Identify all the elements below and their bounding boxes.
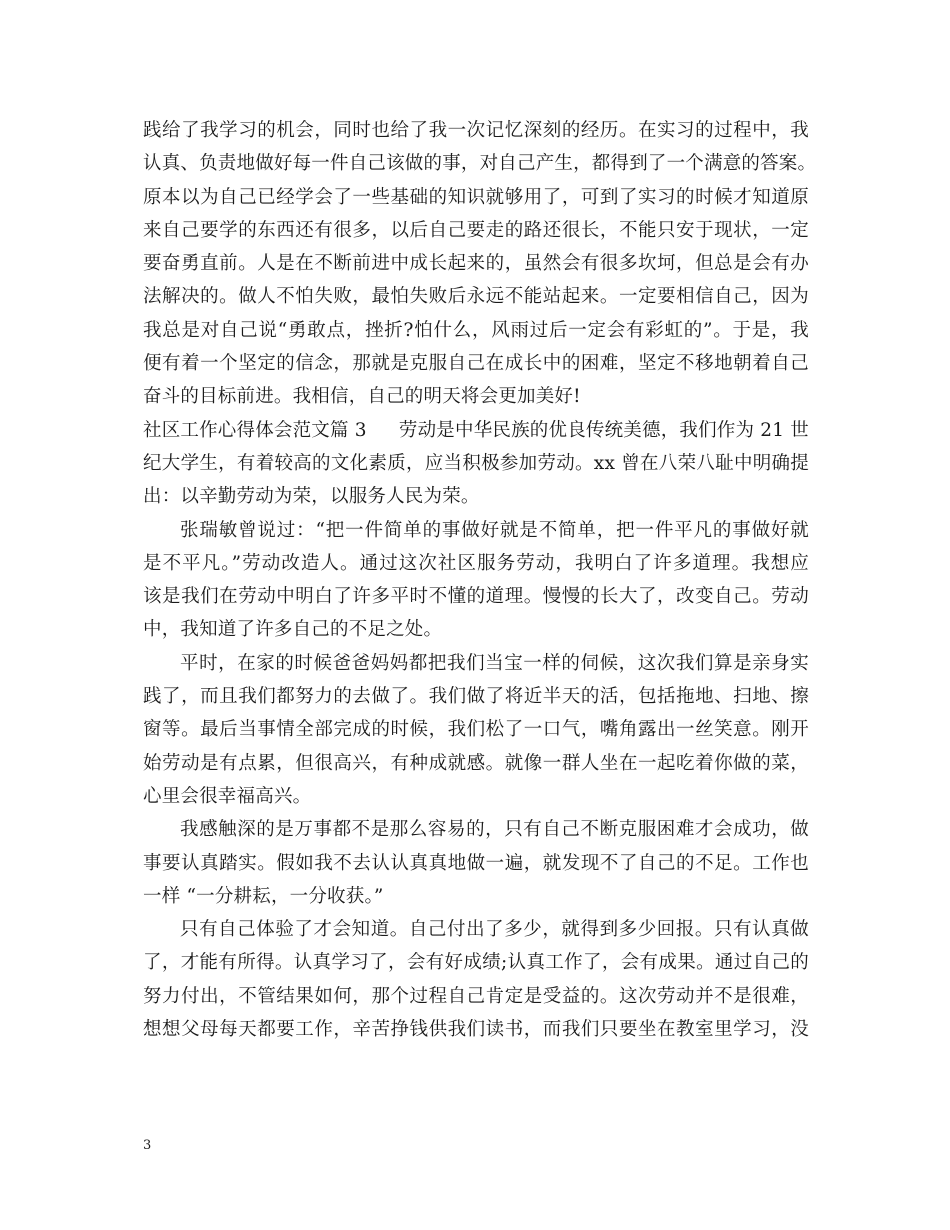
section-title: 社区工作心得体会范文篇 3	[143, 419, 367, 441]
text-line: 纪大学生，有着较高的文化素质，应当积极参加劳动。xx 曾在八荣八耻中明确提	[143, 452, 809, 474]
text-line: 法解决的。做人不怕失败，最怕失败后永远不能站起来。一定要相信自己，因为	[143, 286, 809, 308]
text-line: 始劳动是有点累，但很高兴，有种成就感。就像一群人坐在一起吃着你做的菜，	[143, 752, 809, 774]
text-line: 中，我知道了许多自己的不足之处。	[143, 619, 443, 641]
text-line: 我感触深的是万事都不是那么容易的，只有自己不断克服困难才会成功，做	[180, 819, 809, 841]
text-line: 践了，而且我们都努力的去做了。我们做了将近半天的活，包括拖地、扫地、擦	[143, 686, 809, 708]
text-line: 奋斗的目标前进。我相信，自己的明天将会更加美好!	[143, 386, 581, 408]
body-text	[143, 114, 817, 1046]
text-line: 努力付出，不管结果如何，那个过程自己肯定是受益的。这次劳动并不是很难，	[143, 985, 809, 1007]
paragraph	[143, 913, 809, 1046]
text-line: 我总是对自己说“勇敢点，挫折?怕什么，风雨过后一定会有彩虹的”。于是，我	[143, 319, 809, 341]
text-line: 来自己要学的东西还有很多，以后自己要走的路还很长，不能只安于现状，一定	[143, 219, 809, 241]
text-line: 该是我们在劳动中明白了许多平时不懂的道理。慢慢的长大了，改变自己。劳动	[143, 586, 809, 608]
text-line: 平时，在家的时候爸爸妈妈都把我们当宝一样的伺候，这次我们算是亲身实	[180, 652, 809, 674]
text-line: 了，才能有所得。认真学习了，会有好成绩;认真工作了，会有成果。通过自己的	[143, 952, 809, 974]
text-line: 认真、负责地做好每一件自己该做的事，对自己产生，都得到了一个满意的答案。	[143, 153, 817, 175]
paragraph	[143, 647, 809, 813]
text-line: 便有着一个坚定的信念，那就是克服自己在成长中的困难，坚定不移地朝着自己	[143, 353, 809, 375]
text-line: 是不平凡。”劳动改造人。通过这次社区服务劳动，我明白了许多道理。我想应	[143, 552, 809, 574]
text-line: 劳动是中华民族的优良传统美德，我们作为 21 世	[398, 419, 809, 441]
text-line: 只有自己体验了才会知道。自己付出了多少，就得到多少回报。只有认真做	[180, 919, 809, 941]
paragraph	[143, 514, 809, 647]
text-line: 原本以为自己已经学会了一些基础的知识就够用了，可到了实习的时候才知道原	[143, 186, 809, 208]
text-line: 窗等。最后当事情全部完成的时候，我们松了一口气，嘴角露出一丝笑意。刚开	[143, 719, 809, 741]
paragraph	[143, 813, 809, 913]
text-line: 事要认真踏实。假如我不去认认真真地做一遍，就发现不了自己的不足。工作也	[143, 852, 809, 874]
text-line: 张瑞敏曾说过：“把一件简单的事做好就是不简单，把一件平凡的事做好就	[180, 519, 809, 541]
text-line: 心里会很幸福高兴。	[143, 785, 312, 807]
section-heading-line	[143, 414, 809, 447]
text-line: 要奋勇直前。人是在不断前进中成长起来的，虽然会有很多坎坷，但总是会有办	[143, 253, 809, 275]
text-line: 想想父母每天都要工作，辛苦挣钱供我们读书，而我们只要坐在教室里学习，没	[143, 1019, 809, 1041]
text-line: 一样 “一分耕耘，一分收获。”	[143, 885, 384, 907]
page-number: 3	[143, 1138, 152, 1153]
text-line: 践给了我学习的机会，同时也给了我一次记忆深刻的经历。在实习的过程中，我	[143, 120, 809, 141]
text-line: 出：以辛勤劳动为荣，以服务人民为荣。	[143, 486, 480, 508]
